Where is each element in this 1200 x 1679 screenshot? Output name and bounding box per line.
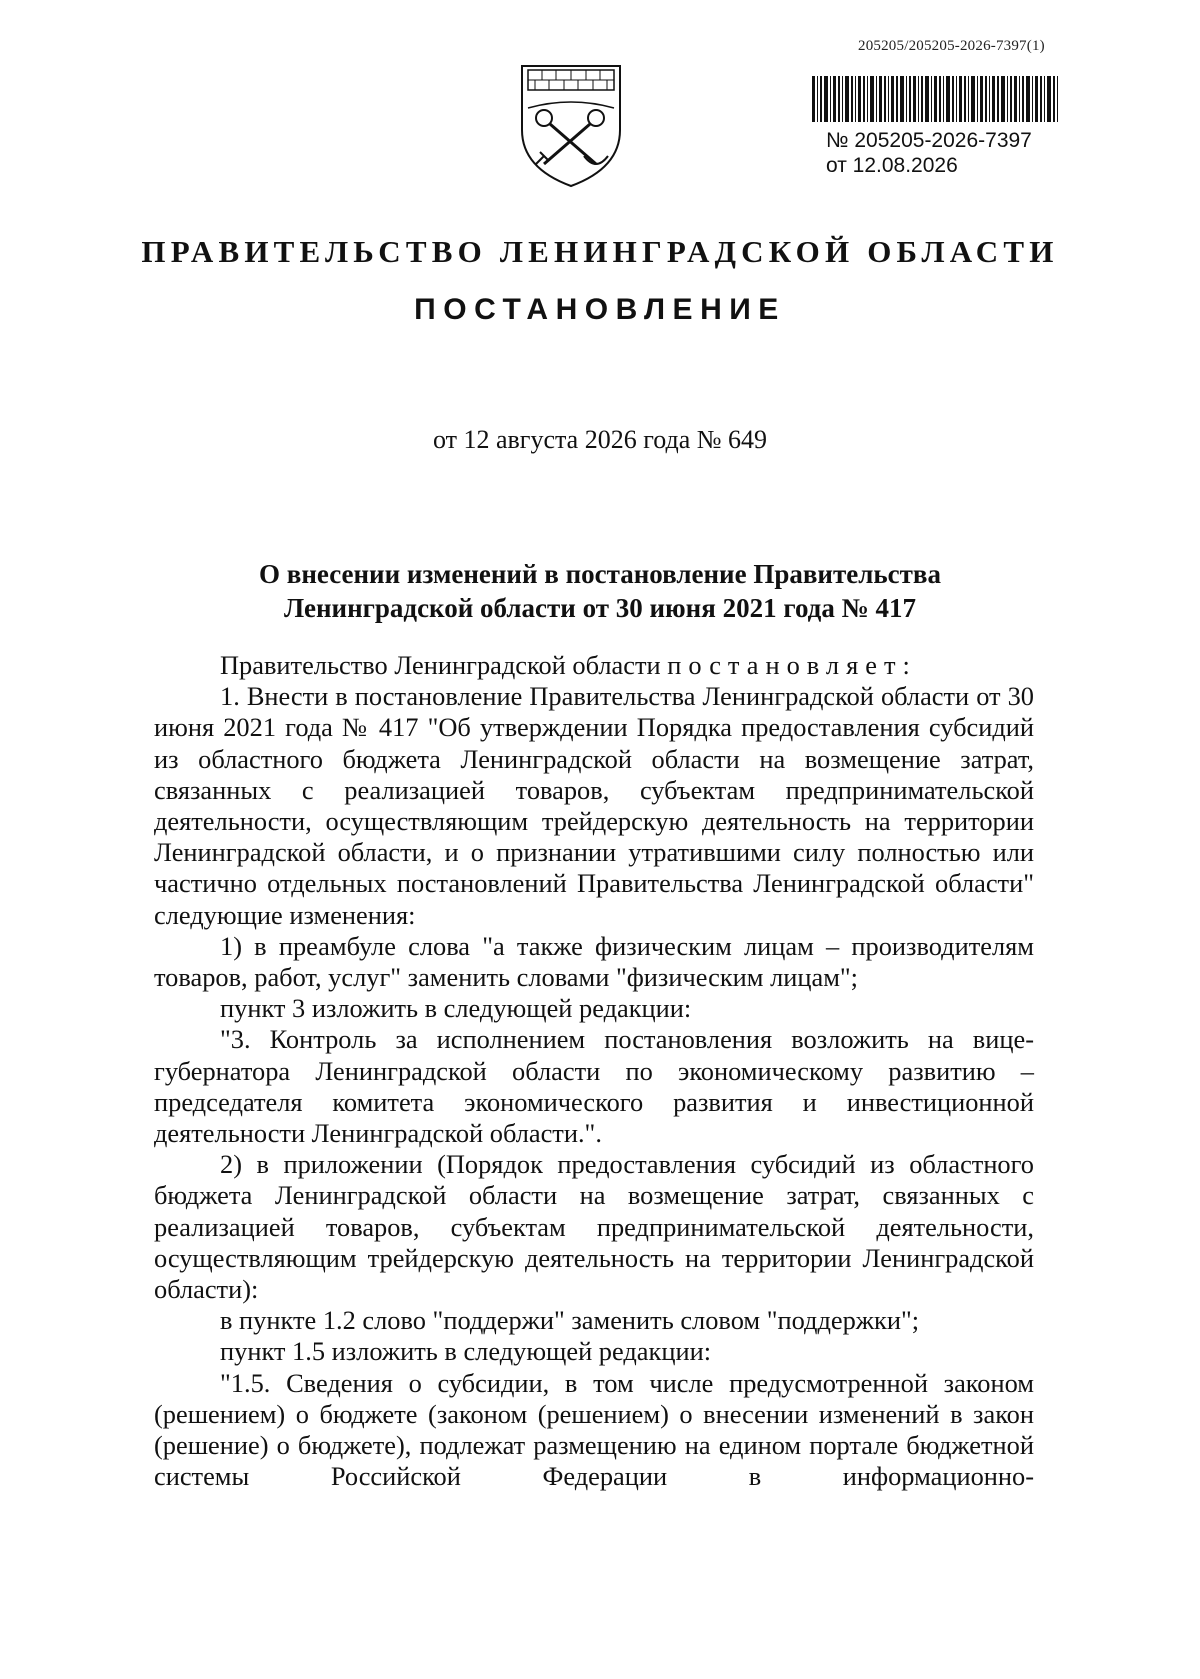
document-code: 205205/205205-2026-7397(1) <box>858 38 1045 54</box>
paragraph-8: "1.5. Сведения о субсидии, в том числе предусмотренной законом (решением) о бюджете (законом (решением) о внесении изменений в закон (решение) о бюджете), подлежат размещению на едином портале бюджетной системы Российской Федерации в информационно- <box>154 1367 1034 1492</box>
registration-date: от 12.08.2026 <box>826 154 958 177</box>
subject-line-1: О внесении изменений в постановление Правительства <box>259 559 941 589</box>
preamble <box>154 650 1034 681</box>
document-subject <box>0 557 1200 625</box>
document-type: ПОСТАНОВЛЕНИЕ <box>414 293 786 326</box>
preamble-lead: Правительство Ленинградской области <box>220 650 661 680</box>
paragraph-6: в пункте 1.2 слово "поддержи" заменить словом "поддержки"; <box>220 1305 920 1336</box>
paragraph-5: 2) в приложении (Порядок предоставления субсидий из областного бюджета Ленинградской области на возмещение затрат, связанных с реализацией товаров, субъектам предпринимательской деятельности, осуществляющим трейдерскую деятельность на территории Ленинградской области): <box>154 1149 1034 1305</box>
leningrad-oblast-coat-of-arms-icon <box>514 60 628 190</box>
preamble-verb: постановляет: <box>667 650 917 680</box>
paragraph-3: пункт 3 изложить в следующей редакции: <box>220 993 692 1024</box>
paragraph-1: 1. Внести в постановление Правительства Ленинградской области от 30 июня 2021 года № 417 "Об утверждении Порядка предоставления субсидий из областного бюджета Ленинградской области на возмещение затрат, связанных с реализацией товаров, субъектам предпринимательской деятельности, осуществляющим трейдерскую деятельность на территории Ленинградской области, и о признании утратившими силу полностью или частично отдельных постановлений Правительства Ленинградской области" следующие изменения: <box>154 681 1034 930</box>
document-date-number: от 12 августа 2026 года № 649 <box>432 425 768 454</box>
paragraph-7: пункт 1.5 изложить в следующей редакции: <box>220 1336 712 1367</box>
barcode-icon <box>812 76 1058 122</box>
registration-number: № 205205-2026-7397 <box>826 129 1032 152</box>
government-title: ПРАВИТЕЛЬСТВО ЛЕНИНГРАДСКОЙ ОБЛАСТИ <box>141 234 1059 269</box>
document-body <box>154 650 1034 1492</box>
paragraph-4: "3. Контроль за исполнением постановления возложить на вице-губернатора Ленинградской области по экономическому развитию – председателя комитета экономического развития и инвестиционной деятельности Ленинградской области.". <box>154 1024 1034 1149</box>
subject-line-2: Ленинградской области от 30 июня 2021 года № 417 <box>284 593 916 623</box>
paragraph-2: 1) в преамбуле слова "а также физическим лицам – производителям товаров, работ, услуг" заменить словами "физическим лицам"; <box>154 930 1034 993</box>
